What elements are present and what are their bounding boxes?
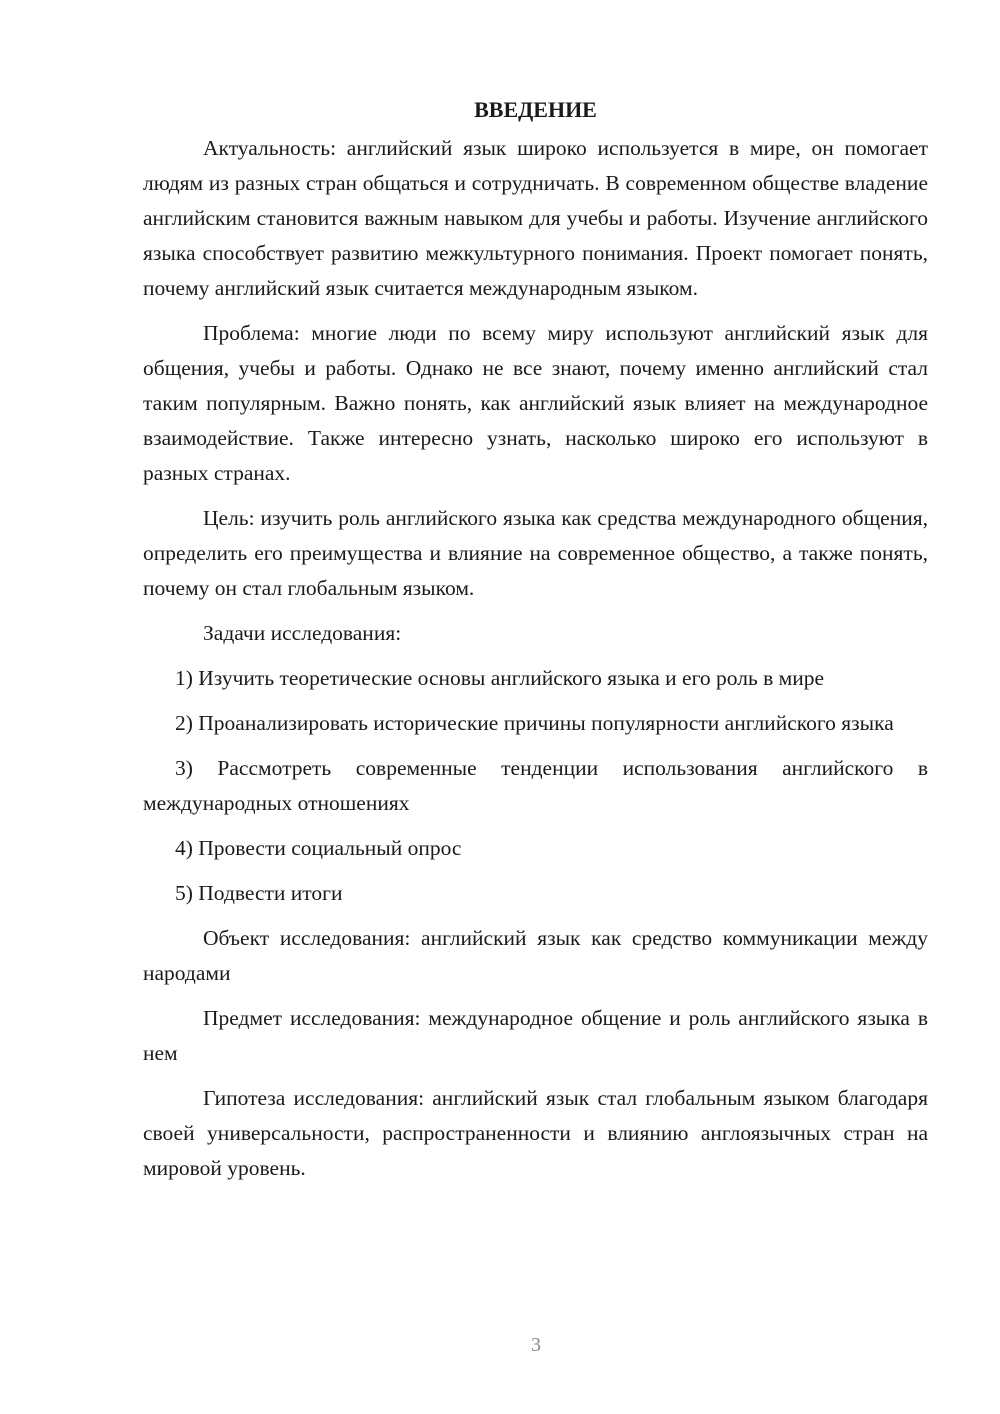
task-item: 5) Подвести итоги: [175, 881, 343, 905]
paragraph-object: Объект исследования: английский язык как средство коммуникации между народами: [143, 926, 928, 985]
paragraph-subject: Предмет исследования: международное общение и роль английского языка в нем: [143, 1006, 928, 1065]
task-item: 3) Рассмотреть современные тенденции использования английского в международных отношениях: [143, 756, 928, 815]
paragraph-hypothesis: Гипотеза исследования: английский язык стал глобальным языком благодаря своей универсальности, распространенности и влиянию англоязычных стран на мировой уровень.: [143, 1086, 928, 1180]
page-number: 3: [531, 1334, 541, 1356]
document-page: [143, 92, 928, 1186]
task-item: 1) Изучить теоретические основы английского языка и его роль в мире: [175, 666, 825, 690]
task-item: 2) Проанализировать исторические причины популярности английского языка: [175, 711, 894, 735]
paragraph-relevance: Актуальность: английский язык широко используется в мире, он помогает людям из разных стран общаться и сотрудничать. В современном обществе владение английским становится важным навыком для учебы и работы. Изучение английского языка способствует развитию межкультурного понимания. Проект помогает понять, почему английский язык считается международным языком.: [143, 136, 928, 300]
tasks-heading: Задачи исследования:: [203, 621, 402, 645]
page-title: ВВЕДЕНИЕ: [474, 97, 597, 122]
task-item: 4) Провести социальный опрос: [175, 836, 462, 860]
paragraph-problem: Проблема: многие люди по всему миру используют английский язык для общения, учебы и работы. Однако не все знают, почему именно английский стал таким популярным. Важно понять, как английский язык влияет на международное взаимодействие. Также интересно узнать, насколько широко его используют в разных странах.: [143, 321, 928, 485]
paragraph-goal: Цель: изучить роль английского языка как средства международного общения, определить его преимущества и влияние на современное общество, а также понять, почему он стал глобальным языком.: [143, 506, 928, 600]
